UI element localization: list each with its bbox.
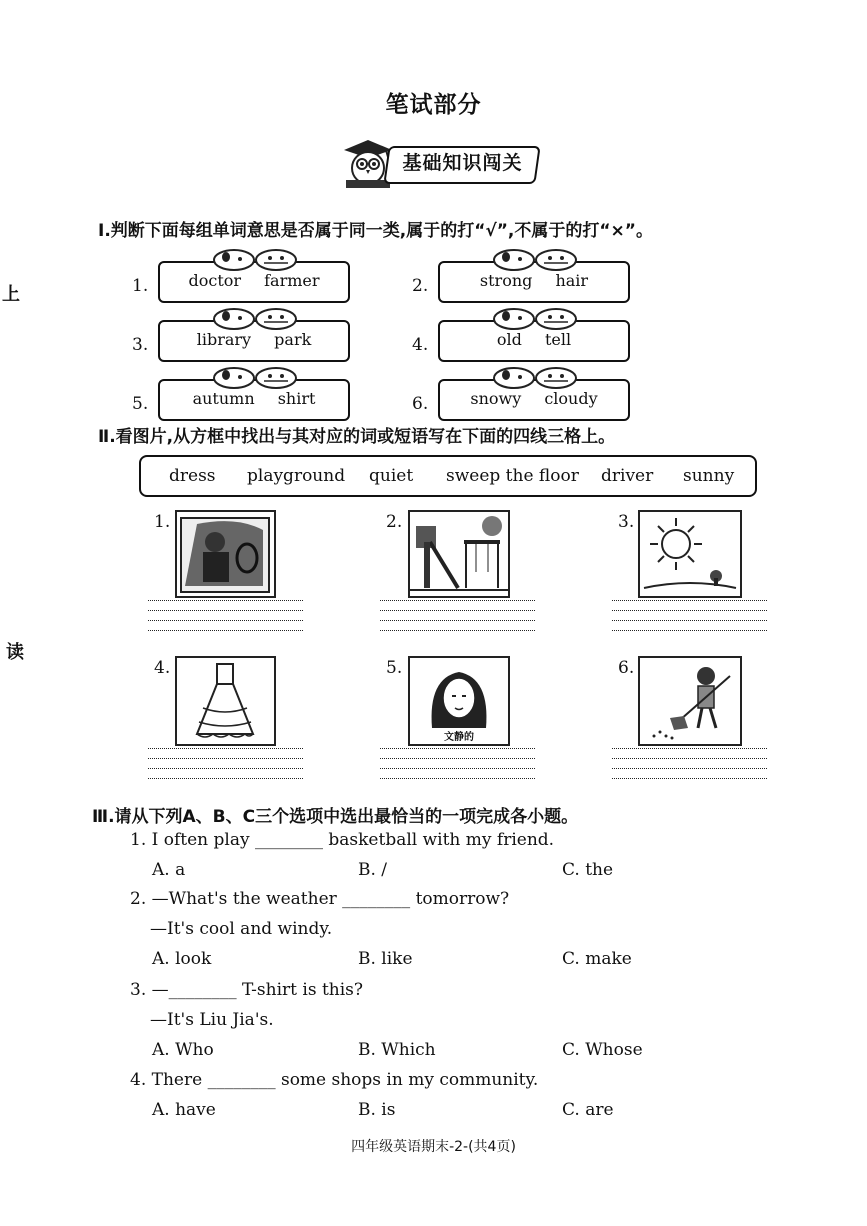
playground-picture [408,510,510,598]
picture-number: 4. [154,658,171,678]
question-text: 3. —________ T-shirt is this? [130,980,364,1000]
word-pair-box [158,261,350,303]
sun-icon [640,512,740,596]
four-line-grid[interactable] [612,748,767,784]
option-a[interactable]: A. a [152,860,186,880]
option-c[interactable]: C. the [562,860,614,880]
option-b[interactable]: B. is [358,1100,396,1120]
picture-number: 5. [386,658,403,678]
section-1-heading: Ⅰ.判断下面每组单词意思是否属于同一类,属于的打“√”,不属于的打“×”。 [98,221,653,241]
picture-number: 1. [154,512,171,532]
option-a[interactable]: A. look [152,949,212,969]
four-line-grid[interactable] [380,600,535,636]
pair-number: 4. [412,335,429,355]
margin-char: 读 [6,642,24,663]
word-bank-item: sweep the floor [446,466,579,486]
word-bank-item: sunny [683,466,735,486]
pair-number: 2. [412,276,429,296]
option-c[interactable]: C. are [562,1100,614,1120]
puppy-kitten-icon [488,304,582,330]
page-title: 笔试部分 [385,92,482,118]
option-a[interactable]: A. Who [152,1040,214,1060]
word-bank-item: quiet [369,466,414,486]
page-footer: 四年级英语期末-2-(共4页) [351,1139,516,1155]
driver-icon [177,512,274,596]
word-pair-box [158,379,350,421]
puppy-kitten-icon [208,363,302,389]
question-text: 1. I often play ________ basketball with my friend. [130,830,555,850]
pair-number: 1. [132,276,149,296]
pair-number: 3. [132,335,149,355]
picture-number: 6. [618,658,635,678]
question-text: 2. —What's the weather ________ tomorrow? [130,889,510,909]
four-line-grid[interactable] [380,748,535,784]
word-bank-item: playground [247,466,346,486]
option-a[interactable]: A. have [152,1100,216,1120]
section-3-heading: Ⅲ.请从下列A、B、C三个选项中选出最恰当的一项完成各小题。 [92,807,579,827]
option-b[interactable]: B. / [358,860,388,880]
boy-sweeping-picture [638,656,742,746]
four-line-grid[interactable] [148,600,303,636]
word-pair: snowy cloudy [470,389,598,408]
pair-number: 6. [412,394,429,414]
word-pair: library park [196,330,312,349]
word-bank [139,455,757,497]
answer-line: —It's Liu Jia's. [150,1010,274,1030]
option-b[interactable]: B. like [358,949,413,969]
banner-title: 基础知识闯关 [402,152,523,174]
option-c[interactable]: C. Whose [562,1040,643,1060]
playground-icon [410,512,508,596]
answer-line: —It's cool and windy. [150,919,333,939]
four-line-grid[interactable] [612,600,767,636]
word-bank-item: dress [169,466,216,486]
word-pair-box [158,320,350,362]
picture-caption: 文静的 [444,732,474,743]
section-2-heading: Ⅱ.看图片,从方框中找出与其对应的词或短语写在下面的四线三格上。 [98,427,616,447]
puppy-kitten-icon [208,245,302,271]
question-text: 4. There ________ some shops in my community. [130,1070,539,1090]
puppy-kitten-icon [488,363,582,389]
puppy-kitten-icon [208,304,302,330]
option-b[interactable]: B. Which [358,1040,436,1060]
pair-number: 5. [132,394,149,414]
driver-picture [175,510,276,598]
margin-char: 上 [2,284,20,305]
dress-picture [175,656,276,746]
word-pair-box [438,261,630,303]
section-banner [338,136,538,190]
word-bank-item: driver [601,466,654,486]
word-pair: doctor farmer [188,271,320,290]
option-c[interactable]: C. make [562,949,632,969]
puppy-kitten-icon [488,245,582,271]
picture-number: 2. [386,512,403,532]
four-line-grid[interactable] [148,748,303,784]
word-pair-box [438,379,630,421]
word-pair-box [438,320,630,362]
sun-picture [638,510,742,598]
word-pair: autumn shirt [192,389,316,408]
dress-icon [177,658,274,744]
word-pair: old tell [496,330,572,349]
sweeping-boy-icon [640,658,740,744]
girl-picture [408,656,510,746]
picture-number: 3. [618,512,635,532]
word-pair: strong hair [479,271,589,290]
